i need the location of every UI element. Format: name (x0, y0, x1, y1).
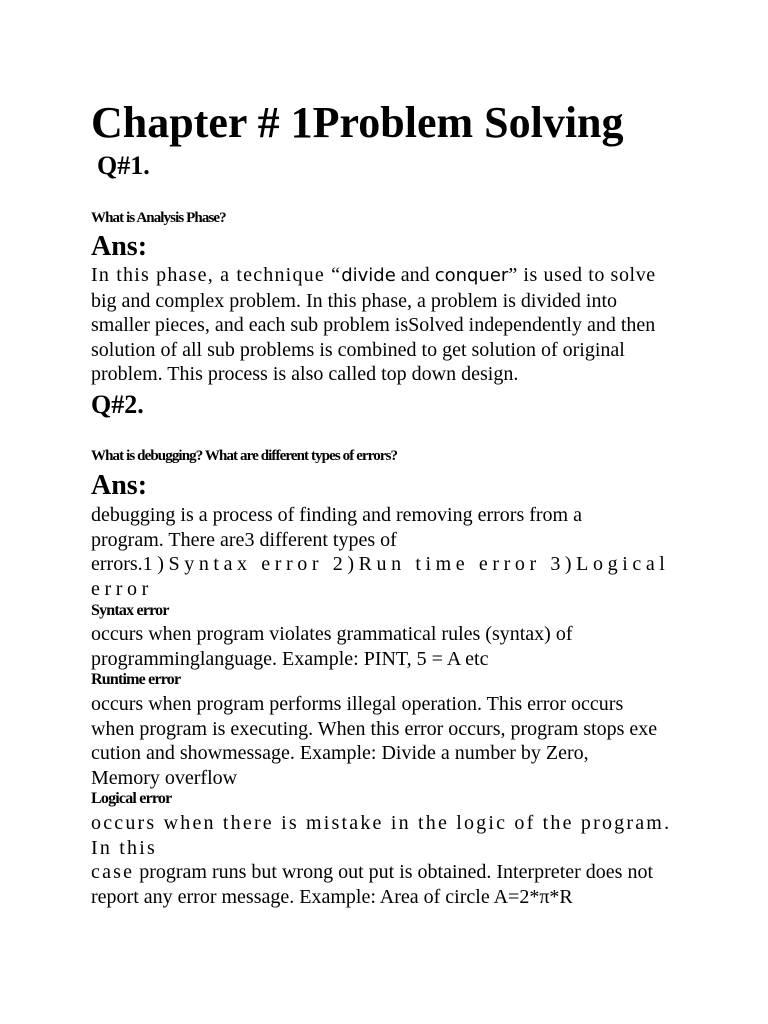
answer-1-line-1 (91, 263, 656, 289)
syntax-error-line-1: occurs when program violates grammatical rules (syntax) of (91, 623, 573, 645)
answer-2-intro-line-1: debugging is a process of finding and removing errors from a (91, 504, 582, 526)
runtime-error-line-1: occurs when program performs illegal operation. This error occurs (91, 693, 624, 715)
answer-1-line-4: solution of all sub problems is combined to get solution of original (91, 338, 625, 361)
runtime-error-line-4: Memory overflow (91, 766, 238, 789)
syntax-error-heading: Syntax error (91, 602, 169, 619)
chapter-title: Chapter # 1Problem Solving (91, 98, 624, 147)
answer-1-label: Ans: (91, 231, 148, 262)
answer-1-line-3: smaller pieces, and each sub problem isSolved independently and then (91, 314, 656, 337)
answer-1-line-2: big and complex problem. In this phase, a problem is divided into (91, 289, 618, 312)
answer-1-line-5: problem. This process is also called top down design. (91, 363, 519, 386)
question-2-number: Q#2. (91, 390, 144, 419)
logical-error-body (91, 811, 671, 909)
answer-2-label: Ans: (91, 470, 148, 501)
answer-2-intro-line-4: error (91, 577, 153, 600)
answer-2-intro (91, 503, 669, 601)
logical-error-line-4: report any error message. Example: Area of circle A=2*π*R (91, 885, 573, 908)
question-2-text: What is debugging? What are different types of errors? (91, 448, 398, 464)
syntax-error-line-2: programminglanguage. Example: PINT, 5 = A etc (91, 647, 489, 670)
runtime-error-line-2: when program is executing. When this error occurs, program stops exe (91, 717, 658, 740)
question-1-number: Q#1. (97, 151, 150, 180)
answer-2-intro-line-3 (91, 552, 669, 577)
answer-1-line-1-c: and (395, 264, 435, 286)
logical-error-line-1: occurs when there is mistake in the logic of the program. (91, 812, 672, 834)
question-1-text: What is Analysis Phase? (91, 210, 226, 226)
syntax-error-body (91, 622, 573, 671)
answer-1-line-1-e: ” is used to solve (508, 264, 656, 286)
answer-1-term-conquer: conquer (434, 265, 509, 286)
answer-2-intro-line-3-a: errors. (91, 553, 143, 576)
answer-1-term-divide: divide (341, 265, 396, 286)
runtime-error-line-3: cution and showmessage. Example: Divide a number by Zero, (91, 742, 589, 765)
logical-error-line-3-b: program runs but wrong out put is obtained. Interpreter does not (134, 861, 653, 884)
logical-error-line-2: In this (91, 836, 157, 859)
runtime-error-body (91, 692, 657, 790)
answer-1-body (91, 263, 656, 387)
answer-2-error-list: 1)Syntax error 2)Run time error 3)Logical (142, 553, 670, 576)
answer-2-intro-line-2: program. There are3 different types of (91, 528, 397, 551)
logical-error-line-3 (91, 860, 671, 885)
logical-error-line-3-a: case (91, 861, 135, 884)
logical-error-heading: Logical error (91, 790, 172, 807)
runtime-error-heading: Runtime error (91, 671, 181, 688)
answer-1-line-1-a: In this phase, a technique “ (91, 264, 342, 286)
